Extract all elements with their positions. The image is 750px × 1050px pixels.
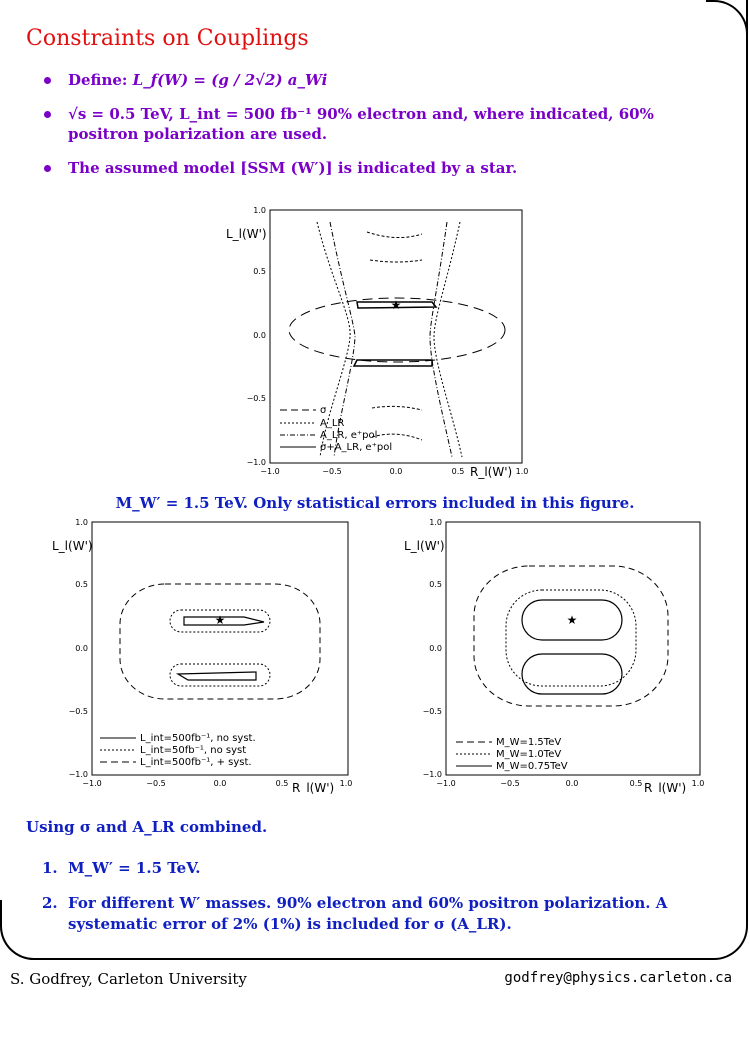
y-axis-label: L_l(W') <box>226 227 267 241</box>
y-axis-label: L_l(W') <box>52 539 93 553</box>
bullet-list <box>42 70 692 192</box>
figure-caption: M_W′ = 1.5 TeV. Only statistical errors included in this figure. <box>115 494 635 512</box>
y-tick-label: −0.5 <box>68 707 88 716</box>
bullet-define <box>42 70 692 90</box>
y-tick-label: 0.5 <box>429 580 442 589</box>
enum-number: 2. <box>42 894 58 912</box>
x-tick-label: 1.0 <box>339 779 353 788</box>
legend-entry: σ+A_LR, e⁺pol <box>320 442 393 453</box>
x-tick-label: −0.5 <box>322 467 342 476</box>
slide-frame-corner <box>0 900 40 960</box>
y-tick-label: 0.0 <box>75 644 88 653</box>
x-tick-label: 0.0 <box>389 467 403 476</box>
legend-entry: L_int=500fb⁻¹, no syst. <box>140 733 256 744</box>
bullet-model-text: The assumed model [SSM (W′)] is indicated by a star. <box>68 159 518 177</box>
contour-plot-masses <box>400 514 710 794</box>
y-tick-label: 1.0 <box>429 518 442 527</box>
contour-plot-luminosity <box>48 514 358 794</box>
x-axis-label: R_l(W') <box>470 465 513 479</box>
enum-text: For different W′ masses. 90% electron and 60% positron polarization. A <box>68 894 668 912</box>
legend-entry: A_LR, e⁺pol <box>320 430 378 441</box>
footer-author: S. Godfrey, Carleton University <box>10 970 247 988</box>
x-tick-label: −1.0 <box>260 467 280 476</box>
bullet-dot <box>44 165 51 172</box>
y-tick-label: 1.0 <box>253 206 266 215</box>
x-tick-label: 1.0 <box>515 467 529 476</box>
legend <box>140 733 256 768</box>
y-tick-label: 0.0 <box>429 644 442 653</box>
enum-text-line2: systematic error of 2% (1%) is included for σ (A_LR). <box>68 915 512 933</box>
footer-email: godfrey@physics.carleton.ca <box>504 970 732 986</box>
legend-entry: M_W=1.0TeV <box>496 749 562 760</box>
x-tick-label: 0.0 <box>565 779 579 788</box>
bullet-model <box>42 158 692 178</box>
bullet-prefix: Define: <box>68 71 133 89</box>
y-tick-label: −1.0 <box>68 770 88 779</box>
y-tick-label: −1.0 <box>246 458 266 467</box>
y-tick-label: 0.5 <box>253 267 266 276</box>
legend <box>496 737 568 772</box>
y-tick-labels <box>247 206 266 467</box>
legend <box>320 405 392 453</box>
bullet-energy <box>42 104 692 144</box>
x-tick-label: −0.5 <box>146 779 166 788</box>
x-tick-label: −1.0 <box>436 779 456 788</box>
legend-entry: L_int=50fb⁻¹, no syst <box>140 745 247 756</box>
x-tick-label: −0.5 <box>500 779 520 788</box>
slide-title: Constraints on Couplings <box>26 26 309 51</box>
enum-number: 1. <box>42 859 58 877</box>
bullet-energy-line2: positron polarization are used. <box>68 125 328 143</box>
y-tick-label: 0.5 <box>75 580 88 589</box>
y-tick-labels <box>423 518 442 779</box>
legend-entry: A_LR <box>320 418 345 429</box>
legend-entry: M_W=0.75TeV <box>496 761 568 772</box>
y-tick-label: −0.5 <box>246 394 266 403</box>
enum-item-1 <box>42 858 692 879</box>
x-tick-label: −1.0 <box>82 779 102 788</box>
ssm-star: ★ <box>566 613 578 627</box>
y-tick-labels <box>69 518 88 779</box>
enumerated-list <box>42 858 692 949</box>
ssm-star: ★ <box>390 298 402 312</box>
bullet-dot <box>44 111 51 118</box>
y-tick-label: −0.5 <box>422 707 442 716</box>
coupling-definition: L_f(W) = (g / 2√2) a_Wi <box>132 71 328 89</box>
y-tick-label: −1.0 <box>422 770 442 779</box>
x-tick-label: 1.0 <box>691 779 705 788</box>
enum-item-2 <box>42 893 692 935</box>
bullet-energy-line1: √s = 0.5 TeV, L_int = 500 fb⁻¹ 90% electron and, where indicated, 60% <box>68 105 654 123</box>
x-tick-label: 0.5 <box>275 779 289 788</box>
legend-entry: σ <box>320 405 327 416</box>
contour-plot-top <box>222 202 532 482</box>
legend-entry: L_int=500fb⁻¹, + syst. <box>140 757 252 768</box>
ssm-star: ★ <box>214 613 226 627</box>
legend-entry: M_W=1.5TeV <box>496 737 562 748</box>
x-tick-label: 0.5 <box>629 779 643 788</box>
x-tick-label: 0.0 <box>213 779 227 788</box>
using-note: Using σ and A_LR combined. <box>26 818 268 836</box>
y-tick-label: 0.0 <box>253 331 266 340</box>
x-axis-label: R_l(W') <box>644 781 687 794</box>
bullet-dot <box>44 77 51 84</box>
y-axis-label: L_l(W') <box>404 539 445 553</box>
x-axis-label: R_l(W') <box>292 781 335 794</box>
y-tick-label: 1.0 <box>75 518 88 527</box>
x-tick-label: 0.5 <box>451 467 465 476</box>
enum-text: M_W′ = 1.5 TeV. <box>68 859 201 877</box>
